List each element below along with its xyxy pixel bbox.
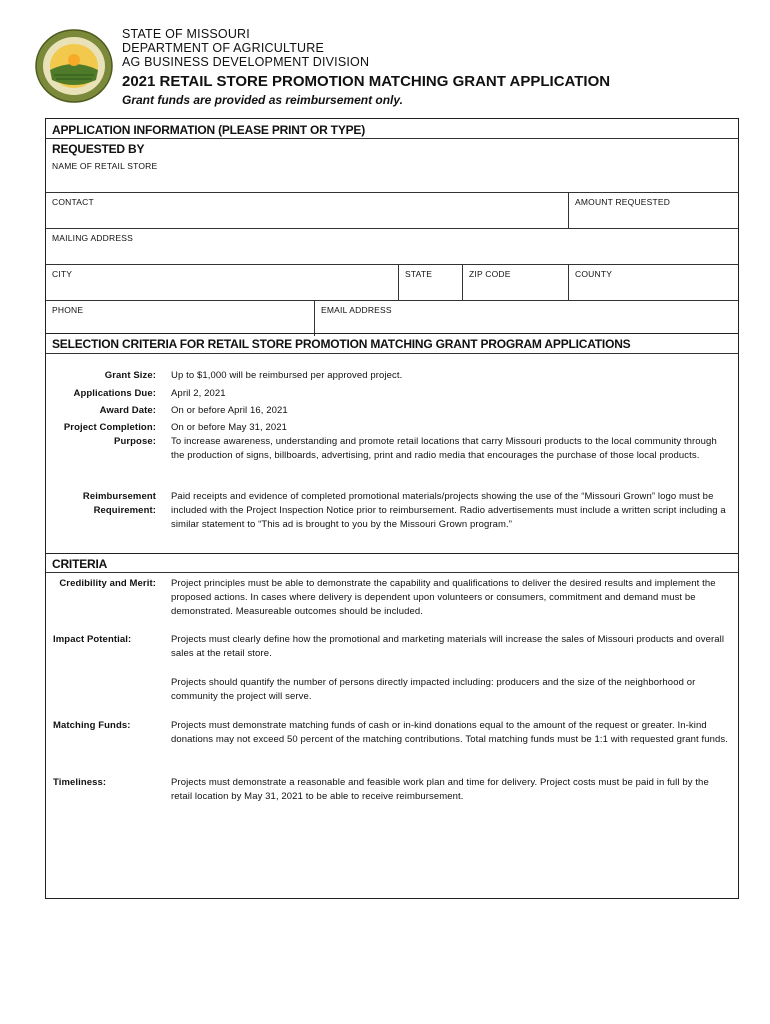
timeliness-label: Timeliness:	[53, 777, 107, 788]
state-label: STATE	[405, 269, 433, 279]
city-row	[46, 264, 738, 300]
matching-funds-label: Matching Funds:	[53, 720, 131, 731]
state-line: STATE OF MISSOURI	[122, 27, 250, 41]
state-field[interactable]	[398, 265, 462, 300]
reimbursement-requirement-label: Reimbursement Requirement:	[82, 491, 156, 516]
credibility-merit-label: Credibility and Merit:	[59, 578, 156, 589]
document-subtitle: Grant funds are provided as reimbursement only.	[122, 93, 403, 107]
requested-by-heading: REQUESTED BY	[52, 142, 145, 156]
email-label: EMAIL ADDRESS	[321, 305, 392, 315]
amount-requested-label: AMOUNT REQUESTED	[575, 197, 671, 207]
award-date-value: On or before April 16, 2021	[171, 405, 288, 416]
application-info-heading: APPLICATION INFORMATION (PLEASE PRINT OR TYPE)	[52, 123, 366, 137]
zip-label: ZIP CODE	[469, 269, 511, 279]
purpose-value: To increase awareness, understanding and promote retail locations that carry Missouri products to the local community through the production of signs, billboards, advertising, print and radio media that encourages the purchase of those local products.	[171, 436, 717, 461]
criteria-heading: CRITERIA	[52, 557, 108, 571]
applications-due-value: April 2, 2021	[171, 388, 226, 399]
impact-potential-value-2: Projects should quantify the number of persons directly impacted including: producers and the size of the neighborhood or community the project will serve.	[171, 677, 696, 702]
division-line: AG BUSINESS DEVELOPMENT DIVISION	[122, 55, 370, 69]
city-field[interactable]	[46, 265, 398, 300]
impact-potential-label: Impact Potential:	[53, 634, 132, 645]
address-row	[46, 228, 738, 264]
purpose-label: Purpose:	[114, 436, 156, 447]
criteria-header	[46, 553, 738, 573]
contact-field[interactable]	[46, 193, 568, 228]
store-name-field[interactable]	[46, 157, 738, 192]
credibility-merit-value: Project principles must be able to demonstrate the capability and qualifications to deliver the desired results and implement the proposed actions. In cases where delivery is dependent upon volunteers or consumers, commitment and demand must be demonstrated. Measureable outcomes should be included.	[171, 578, 716, 617]
grant-size-value: Up to $1,000 will be reimbursed per approved project.	[171, 370, 403, 381]
contact-label: CONTACT	[52, 197, 94, 207]
applications-due-label: Applications Due:	[73, 388, 156, 399]
city-label: CITY	[52, 269, 73, 279]
document-header	[122, 27, 610, 107]
application-form	[45, 118, 739, 899]
zip-field[interactable]	[462, 265, 568, 300]
selection-criteria-heading: SELECTION CRITERIA FOR RETAIL STORE PROMOTION MATCHING GRANT PROGRAM APPLICATIONS	[52, 337, 631, 351]
timeliness-value: Projects must demonstrate a reasonable and feasible work plan and time for delivery. Project costs must be paid in full by the retail location by May 31, 2021 to be able to receive reimbursement.	[171, 777, 709, 802]
matching-funds-value: Projects must demonstrate matching funds of cash or in-kind donations equal to the amount of the request or greater. In-kind donations may not exceed 50 percent of the matching contributions. Total matching funds must be 1:1 with requested grant funds.	[171, 720, 728, 745]
impact-potential-value: Projects must clearly define how the promotional and marketing materials will increase the sales of Missouri products and overall sales at the retail store.	[171, 634, 725, 659]
project-completion-value: On or before May 31, 2021	[171, 422, 288, 433]
missouri-department-of-agriculture-seal-icon	[34, 28, 114, 104]
county-field[interactable]	[568, 265, 738, 300]
department-line: DEPARTMENT OF AGRICULTURE	[122, 41, 325, 55]
document-title: 2021 RETAIL STORE PROMOTION MATCHING GRANT APPLICATION	[122, 73, 611, 90]
email-field[interactable]	[314, 301, 738, 336]
store-row	[46, 157, 738, 192]
grant-size-label: Grant Size:	[104, 370, 156, 381]
contact-row	[46, 192, 738, 228]
store-name-label: NAME OF RETAIL STORE	[52, 161, 158, 171]
amount-requested-field[interactable]	[568, 193, 738, 228]
mailing-address-label: MAILING ADDRESS	[52, 233, 133, 243]
award-date-label: Award Date:	[99, 405, 156, 416]
phone-label: PHONE	[52, 305, 84, 315]
mailing-address-field[interactable]	[46, 229, 738, 264]
phone-row	[46, 300, 738, 336]
phone-field[interactable]	[46, 301, 314, 336]
reimbursement-requirement-value: Paid receipts and evidence of completed promotional materials/projects showing the use of the “Missouri Grown” logo must be included with the Project Inspection Notice prior to reimbursement. Radio advertisements must include a written script including a similar statement to “This ad is brought to you by the Missouri Grown program.”	[171, 491, 726, 530]
project-completion-label: Project Completion:	[63, 422, 156, 433]
selection-criteria-header	[46, 333, 738, 354]
county-label: COUNTY	[575, 269, 613, 279]
